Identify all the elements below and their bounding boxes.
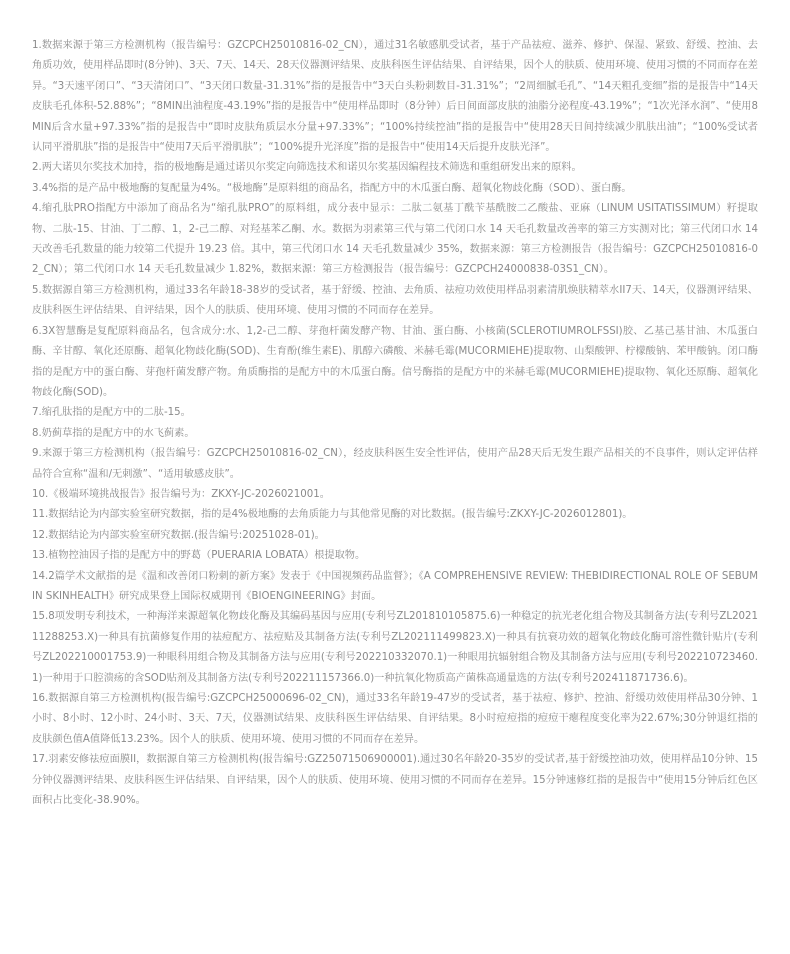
note-10: 10.《极端环境挑战报告》报告编号为：ZKXY-JC-2026021001。 <box>32 488 330 500</box>
note-8: 8.奶蓟草指的是配方中的水飞蓟素。 <box>32 427 195 439</box>
note-11: 11.数据结论为内部实验室研究数据，指的是4%极地酶的去角质能力与其他常见酶的对比数据。(报告编号:ZKXY-JC-2026012801)。 <box>32 509 633 521</box>
note-15: 15.8项发明专利技术，一种海洋来源超氧化物歧化酶及其编码基因与应用(专利号ZL201810105875.6)一种稳定的抗光老化组合物及其制备方法(专利号ZL202111288253.X)一种具有抗菌修复作用的祛痘配方、祛痘贴及其制备方法(专利号ZL202111499823.X)一种具有抗衰功效的超氧化物歧化酶可溶性微针贴片(专利号ZL202210001753.9)一种眼科用组合物及其制备方法与应用(专利号202210332070.1)一种眼用抗辐射组合物及其制备方法与应用(专利号202210723460.1)一种用于口腔溃疡的含SOD贴剂及其制备方法(专利号202211157366.0)一种抗氧化物质高产菌株高通量选的方法(专利号202411871736.6)。 <box>32 611 758 684</box>
note-7: 7.缩孔肽指的是配方中的二肽-15。 <box>32 407 191 419</box>
note-4: 4.缩孔肽PRO指配方中添加了商品名为“缩孔肽PRO”的原料组，成分表中显示：二肽二氨基丁酰苄基酰胺二乙酸盐、亚麻（LINUM USITATISSIMUM）籽提取物、二肽-15、甘油、丁二醇、1，2-己二醇、对羟基苯乙酮、水。数据为羽素第三代与第二代闭口水 14 天毛孔数量改善率的第三方实测对比；第三代闭口水 14 天改善毛孔数量的能力较第二代提升 19.23 倍。其中，第三代闭口水 14 天毛孔数量减少 35%，数据来源：第三方检测报告（报告编号：GZCPCH25010816-02_CN）；第二代闭口水 14 天毛孔数量减少 1.82%，数据来源：第三方检测报告（报告编号：GZCPCH24000838-03S1_CN）。 <box>32 203 758 276</box>
note-2: 2.两大诺贝尔奖技术加持，指的极地酶是通过诺贝尔奖定向筛选技术和诺贝尔奖基因编程技术筛选和重组研发出来的原料。 <box>32 162 582 174</box>
disclaimer-notes <box>32 36 758 811</box>
note-17: 17.羽素安修祛痘面膜II，数据源自第三方检测机构(报告编号:GZ25071506900001).通过30名年龄20-35岁的受试者,基于舒缓控油功效，使用样品10分钟、15分钟仪器测评结果、皮肤科医生评估结果、自评结果，因个人的肤质、使用环境、使用习惯的不同而存在差异。15分钟速修红指的是报告中“使用15分钟后红色区面积占比变化-38.90%。 <box>32 754 758 807</box>
note-16: 16.数据源自第三方检测机构(报告编号:GZCPCH25000696-02_CN)，通过33名年龄19-47岁的受试者，基于祛痘、修护、控油、舒缓功效使用样品30分钟、1小时、8小时、12小时、24小时、3天、7天，仪器测试结果、皮肤科医生评估结果、自评结果。8小时痘痘指的痘痘干瘪程度变化率为22.67%;30分钟退红指的皮肤颜色值A值降低13.23%。因个人的肤质、使用环境、使用习惯的不同而存在差异。 <box>32 693 758 745</box>
note-9: 9.来源于第三方检测机构（报告编号：GZCPCH25010816-02_CN），经皮肤科医生安全性评估，使用产品28天后无发生跟产品相关的不良事件，则认定评估样品符合宣称“温和/无刺激”、“适用敏感皮肤”。 <box>32 448 758 480</box>
note-3: 3.4%指的是产品中极地酶的复配量为4%。“极地酶”是原料组的商品名，指配方中的木瓜蛋白酶、超氧化物歧化酶（SOD）、蛋白酶。 <box>32 182 632 194</box>
note-13: 13.植物控油因子指的是配方中的野葛（PUERARIA LOBATA）根提取物。 <box>32 550 366 562</box>
note-12: 12.数据结论为内部实验室研究数据.(报告编号:20251028-01)。 <box>32 529 325 541</box>
note-14: 14.2篇学术文献指的是《温和改善闭口粉刺的新方案》发表于《中国视频药品监督》；《A COMPREHENSIVE REVIEW: THEBIDIRECTIONAL ROLE OF SEBUM IN SKINHEALTH》研究成果登上国际权威期刊《BIOENGINEERING》封面。 <box>32 570 758 602</box>
note-6: 6.3X智慧酶是复配原料商品名，包含成分:水、1,2-己二醇、芽孢杆菌发酵产物、甘油、蛋白酶、小核菌(SCLEROTIUMROLFSSI)胶、乙基己基甘油、木瓜蛋白酶、辛甘醇、氧化还原酶、超氧化物歧化酶(SOD)、生育酚(维生素E)、肌醇六磷酸、米赫毛霉(MUCORMIEHE)提取物、山梨酸钾、柠檬酸钠、苯甲酸钠。闭口酶指的是配方中的蛋白酶、芽孢杆菌发酵产物。角质酶指的是配方中的木瓜蛋白酶。信号酶指的是配方中的米赫毛霉(MUCORMIEHE)提取物、氧化还原酶、超氧化物歧化酶(SOD)。 <box>32 325 758 398</box>
note-1: 1.数据来源于第三方检测机构（报告编号：GZCPCH25010816-02_CN），通过31名敏感肌受试者，基于产品祛痘、滋养、修护、保湿、紧致、舒缓、控油、去角质功效，使用样品即时(8分钟)、3天、7天、14天、28天仪器测评结果、皮肤科医生评估结果、自评结果，因个人的肤质、使用环境、使用习惯的不同而存在差异。“3天速平闭口”、“3天清闭口”、“3天闭口数量-31.31%”指的是报告中“3天白头粉刺数目-31.31%”；“2周细腻毛孔”、“14天粗孔变细”指的是报告中“14天皮肤毛孔体积-52.88%”；“8MIN出油程度-43.19%”指的是报告中“使用样品即时（8分钟）后日间面部皮肤的油脂分泌程度-43.19%”；“1次光泽水润”、“使用8MIN后含水量+97.33%”指的是报告中“即时皮肤角质层水分量+97.33%”；“100%持续控油”指的是报告中“使用28天日间持续减少肌肤出油”；“100%受试者认同平滑肌肤”指的是报告中“使用7天后平滑肌肤”；“100%提升光泽度”指的是报告中“使用14天后提升皮肤光泽”。 <box>32 40 758 154</box>
note-5: 5.数据源自第三方检测机构，通过33名年龄18-38岁的受试者，基于舒缓、控油、去角质、祛痘功效使用样品羽素清肌焕肤精萃水II7天、14天，仪器测评结果、皮肤科医生评估结果、自评结果，因个人的肤质、使用环境、使用习惯的不同而存在差异。 <box>32 284 758 317</box>
